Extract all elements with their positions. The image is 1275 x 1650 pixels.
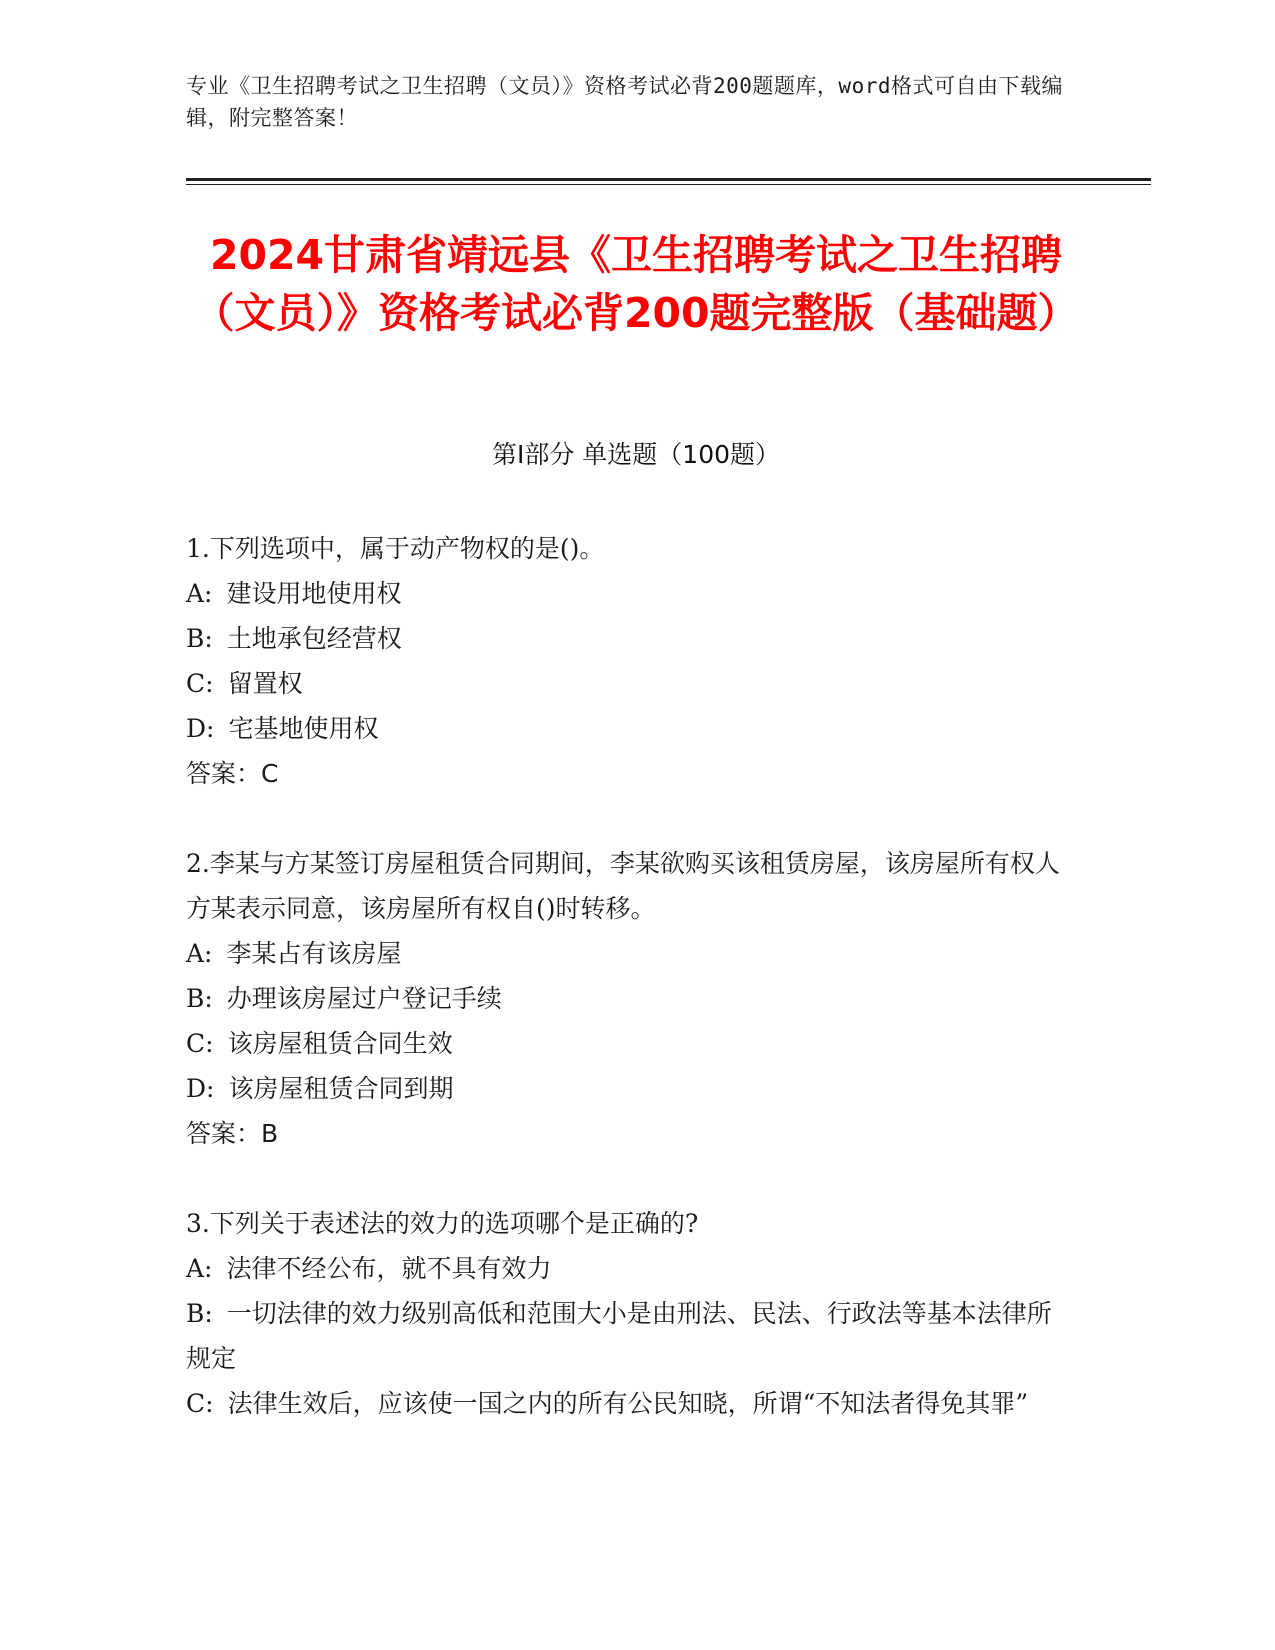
question-text: 1.下列选项中，属于动产物权的是()。 [186,534,605,563]
option-text: 宅基地使用权 [228,714,379,743]
section-heading: 第I部分 单选题（100题） [491,440,781,469]
option-text: 法律不经公布，就不具有效力 [226,1254,552,1283]
option-text: 李某占有该房屋 [226,939,402,968]
option-letter: A: [186,1254,213,1283]
option-letter: C: [186,1029,214,1058]
question-item [186,841,1066,1156]
header-divider-thick [186,178,1151,181]
option-d [186,706,1066,751]
option-letter: A: [186,579,213,608]
option-text: 该房屋租赁合同到期 [228,1074,454,1103]
option-d [186,1066,1066,1111]
option-b [186,1291,1066,1381]
question-list [186,526,1066,1471]
question-text: 2.李某与方某签订房屋租赁合同期间，李某欲购买该租赁房屋，该房屋所有权人方某表示同意，该房屋所有权自()时转移。 [186,849,1060,923]
option-c [186,1381,1066,1426]
option-letter: C: [186,669,214,698]
option-a [186,1246,1066,1291]
answer-line: 答案：B [186,1119,279,1148]
option-letter: C: [186,1389,214,1418]
header-note: 专业《卫生招聘考试之卫生招聘（文员）》资格考试必背200题题库，word格式可自由下载编辑，附完整答案！ [186,74,1063,130]
option-text: 留置权 [227,669,303,698]
option-letter: B: [186,624,213,653]
option-text: 该房屋租赁合同生效 [227,1029,453,1058]
option-text: 土地承包经营权 [226,624,402,653]
header-divider-thin [186,184,1151,185]
option-text: 法律生效后，应该使一国之内的所有公民知晓，所谓“不知法者得免其罪” [227,1389,1029,1418]
option-b [186,976,1066,1021]
question-text: 3.下列关于表述法的效力的选项哪个是正确的? [186,1209,699,1238]
option-text: 建设用地使用权 [226,579,402,608]
document-title: 2024甘肃省靖远县《卫生招聘考试之卫生招聘（文员）》资格考试必背200题完整版（基础题） [193,231,1079,337]
option-letter: D: [186,714,215,743]
option-letter: D: [186,1074,215,1103]
option-letter: B: [186,1299,213,1328]
question-item [186,526,1066,796]
question-item [186,1201,1066,1426]
option-letter: B: [186,984,213,1013]
answer-line: 答案：C [186,759,279,788]
option-a [186,571,1066,616]
option-letter: A: [186,939,213,968]
option-c [186,1021,1066,1066]
option-text: 办理该房屋过户登记手续 [226,984,502,1013]
option-a [186,931,1066,976]
option-b [186,616,1066,661]
option-c [186,661,1066,706]
option-text: 一切法律的效力级别高低和范围大小是由刑法、民法、行政法等基本法律所规定 [186,1299,1052,1373]
